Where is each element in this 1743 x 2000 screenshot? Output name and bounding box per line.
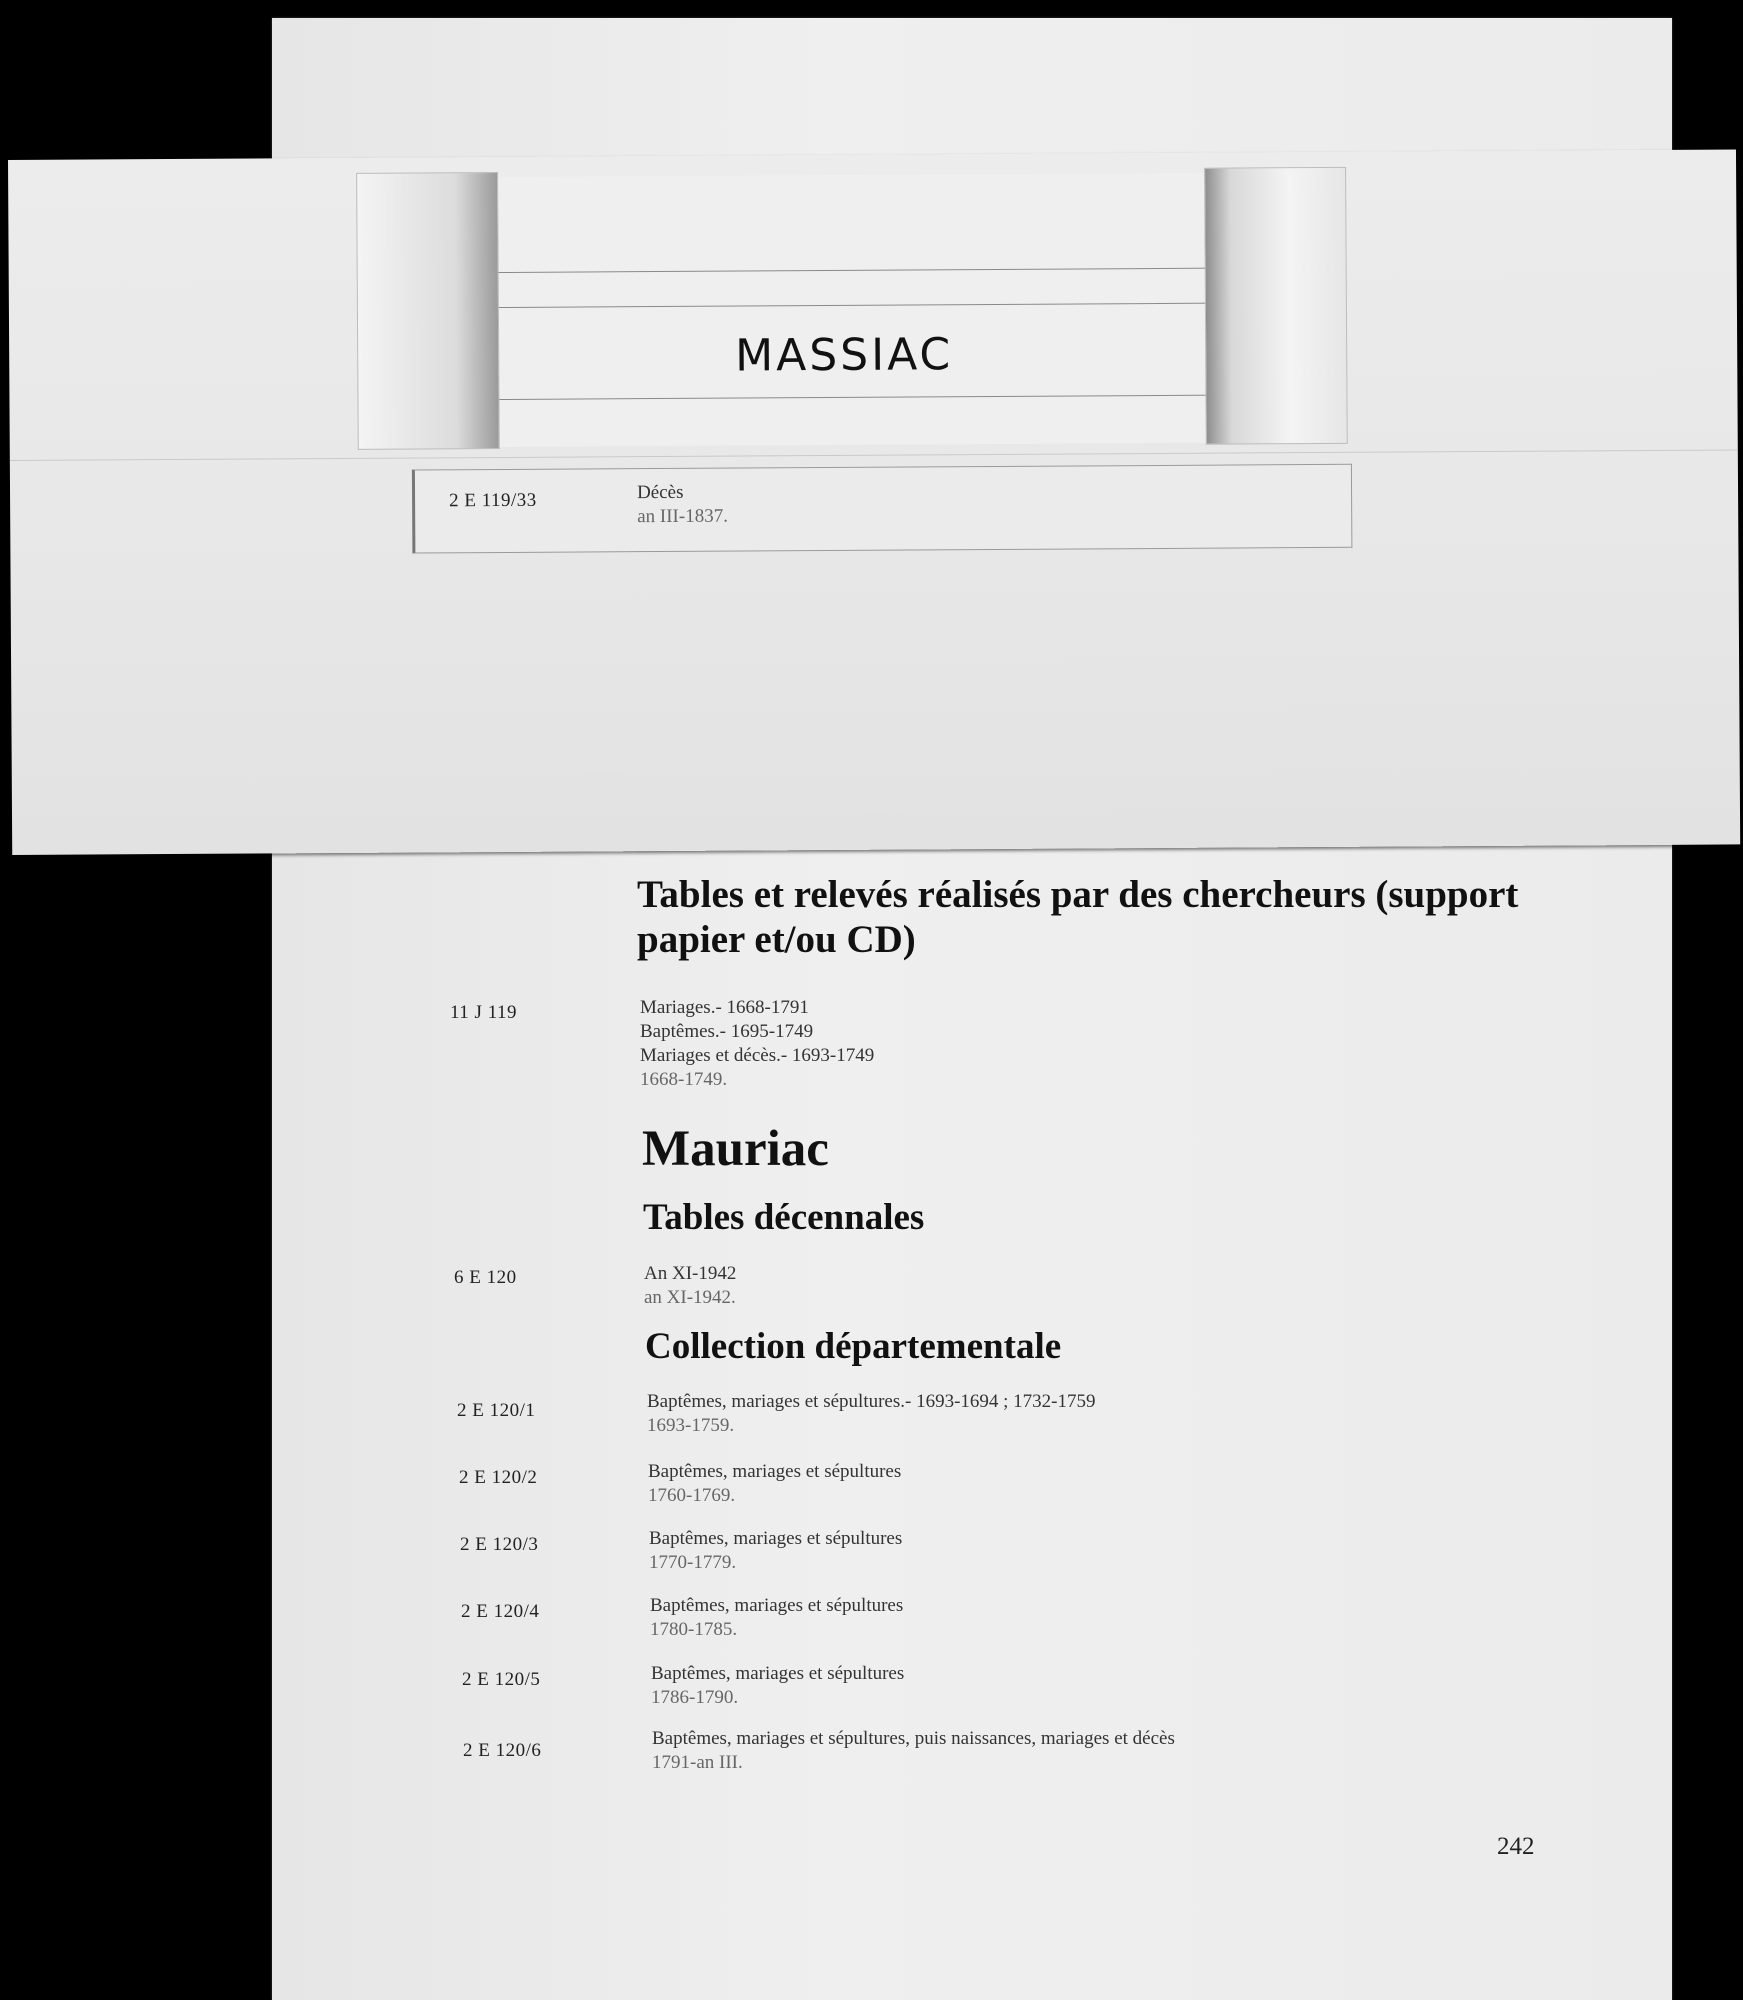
- entry-dates: 1770-1779.: [649, 1552, 737, 1573]
- entry-ref: 2 E 120/1: [457, 1400, 536, 1421]
- entry-dates: 1791-an III.: [652, 1752, 743, 1773]
- entry-line: Baptêmes, mariages et sépultures: [649, 1528, 903, 1549]
- card-ref: 2 E 119/33: [449, 489, 537, 512]
- entry-description: [652, 1727, 1175, 1775]
- entry-dates: 1786-1790.: [651, 1687, 739, 1708]
- entry-description: [651, 1662, 904, 1710]
- entry-line: Baptêmes, mariages et sépultures: [648, 1461, 902, 1482]
- card-description: [637, 481, 728, 530]
- section-heading-collection: Collection départementale: [645, 1326, 1062, 1367]
- section-heading-researchers: Tables et relevés réalisés par des chercheurs (support papier et/ou CD): [637, 873, 1519, 961]
- entry-line: Mariages et décès.- 1693-1749: [640, 1045, 875, 1066]
- entry-description: [640, 996, 874, 1092]
- entry-dates: 1693-1759.: [647, 1415, 735, 1436]
- entry-ref: 6 E 120: [454, 1267, 517, 1288]
- entry-ref: 2 E 120/4: [461, 1601, 540, 1622]
- fold-line: [10, 449, 1738, 461]
- entry-ref: 2 E 120/5: [462, 1669, 541, 1690]
- entry-dates: an XI-1942.: [644, 1287, 736, 1308]
- card-dates: an III-1837.: [637, 505, 729, 528]
- folded-label-sheet: [8, 149, 1740, 855]
- entry-line: Baptêmes, mariages et sépultures.- 1693-1694 ; 1732-1759: [647, 1391, 1096, 1412]
- entry-description: [644, 1262, 736, 1310]
- record-card: [412, 464, 1352, 554]
- label-strip: [488, 173, 1232, 448]
- entry-dates: 1760-1769.: [648, 1485, 736, 1506]
- entry-line: Baptêmes, mariages et sépultures: [650, 1595, 904, 1616]
- entry-ref: 2 E 120/3: [460, 1534, 539, 1555]
- paper-clip-left: [356, 172, 500, 450]
- entry-line: Baptêmes.- 1695-1749: [640, 1021, 814, 1042]
- entry-line: Baptêmes, mariages et sépultures: [651, 1663, 905, 1684]
- entry-line: Baptêmes, mariages et sépultures, puis naissances, mariages et décès: [652, 1728, 1175, 1749]
- entry-ref: 11 J 119: [450, 1002, 517, 1023]
- entry-line: Mariages.- 1668-1791: [640, 997, 809, 1018]
- entry-dates: 1668-1749.: [640, 1069, 728, 1090]
- entry-ref: 2 E 120/2: [459, 1467, 538, 1488]
- label-rule: [490, 395, 1230, 401]
- label-rule: [490, 303, 1230, 309]
- section-heading-decennial: Tables décennales: [643, 1197, 925, 1238]
- commune-title: Mauriac: [642, 1121, 829, 1177]
- entry-description: [650, 1594, 903, 1642]
- label-title: MASSIAC: [735, 329, 954, 382]
- label-rule: [490, 268, 1230, 274]
- entry-description: [648, 1460, 901, 1508]
- entry-line: An XI-1942: [644, 1263, 737, 1284]
- entry-ref: 2 E 120/6: [463, 1740, 542, 1761]
- entry-description: [647, 1390, 1096, 1438]
- page-number: 242: [1497, 1833, 1535, 1860]
- entry-description: [649, 1527, 902, 1575]
- card-line: Décès: [636, 481, 684, 504]
- entry-dates: 1780-1785.: [650, 1619, 738, 1640]
- paper-clip-right: [1204, 167, 1348, 445]
